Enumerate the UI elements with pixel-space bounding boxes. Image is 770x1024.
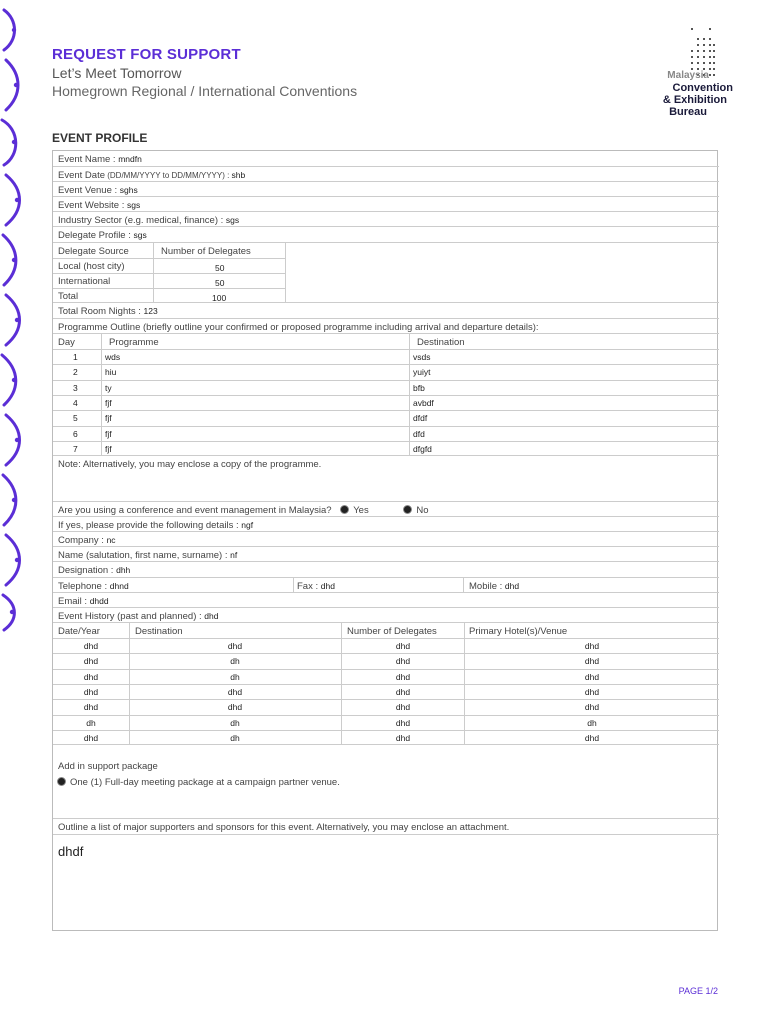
supporters-textarea[interactable]	[53, 834, 719, 930]
no-radio[interactable]	[403, 505, 412, 514]
delegate-number-header: Number of Delegates	[161, 246, 251, 257]
conference-question-label: Are you using a conference and event management in Malaysia?	[58, 505, 332, 516]
telephone-label: Telephone :	[58, 581, 110, 592]
company-value[interactable]: nc	[106, 535, 116, 545]
programme-programme-cell[interactable]: fjf	[105, 428, 112, 439]
history-destination-cell[interactable]: dh	[230, 671, 240, 682]
logo-text-bureau: Bureau	[669, 106, 707, 118]
delegate-source-header: Delegate Source	[58, 246, 129, 257]
event-date-format: (DD/MM/YYYY to DD/MM/YYYY) :	[105, 171, 232, 180]
history-hotel-cell[interactable]: dhd	[584, 686, 600, 697]
programme-table	[53, 333, 719, 455]
supporters-label-row	[53, 818, 719, 834]
programme-destination-cell[interactable]: avbdf	[413, 397, 434, 408]
event-venue-field[interactable]	[53, 181, 719, 196]
programme-day-cell: 7	[73, 443, 78, 454]
programme-outline-row	[53, 318, 719, 333]
history-date-cell[interactable]: dhd	[83, 686, 99, 697]
supporters-value[interactable]: dhdf	[58, 844, 84, 859]
history-hotel-cell[interactable]: dhd	[584, 641, 600, 651]
programme-destination-cell[interactable]: vsds	[413, 352, 431, 362]
page-subtitle: Let’s Meet Tomorrow	[52, 65, 182, 81]
event-name-field[interactable]	[53, 151, 719, 166]
room-nights-field[interactable]	[53, 302, 719, 318]
contact-name-value[interactable]: nf	[230, 550, 238, 560]
history-hotel-cell[interactable]: dhd	[584, 671, 600, 682]
decorative-border-pattern	[0, 0, 26, 640]
history-date-cell[interactable]: dhd	[83, 671, 99, 682]
programme-day-header: Day	[58, 337, 75, 348]
event-venue-value[interactable]: sghs	[119, 185, 138, 195]
fax-label: Fax :	[297, 581, 321, 592]
history-destination-cell[interactable]: dh	[230, 717, 240, 728]
event-profile-form	[52, 150, 718, 931]
details-value[interactable]: ngf	[241, 520, 254, 530]
section-title-event-profile: EVENT PROFILE	[52, 131, 148, 145]
mobile-field[interactable]	[469, 581, 519, 592]
history-delegates-cell[interactable]: dhd	[395, 671, 411, 682]
email-value[interactable]: dhdd	[89, 596, 109, 606]
designation-label: Designation :	[58, 565, 117, 576]
details-label: If yes, please provide the following details :	[58, 520, 242, 531]
programme-day-cell: 1	[73, 352, 78, 362]
fax-value[interactable]: dhd	[320, 581, 335, 591]
event-name-label: Event Name :	[58, 154, 119, 165]
history-hotel-cell[interactable]: dh	[587, 717, 597, 728]
history-destination-header: Destination	[135, 626, 183, 637]
delegate-profile-value[interactable]: sgs	[133, 230, 147, 240]
event-website-field[interactable]	[53, 196, 719, 211]
programme-programme-cell[interactable]: wds	[105, 352, 121, 362]
event-website-label: Event Website :	[58, 200, 127, 211]
delegate-profile-field[interactable]	[53, 226, 719, 242]
logo-text-malaysia: Malaysia	[667, 70, 709, 81]
details-field[interactable]	[53, 516, 719, 531]
delegate-source-total: Total	[58, 291, 79, 302]
email-label: Email :	[58, 596, 90, 607]
delegate-source-local: Local (host city)	[58, 261, 125, 272]
history-date-header: Date/Year	[58, 626, 100, 637]
mycev-logo	[643, 24, 743, 120]
history-hotel-cell[interactable]: dhd	[584, 656, 600, 667]
programme-note: Note: Alternatively, you may enclose a copy of the programme.	[58, 459, 322, 470]
page-subtitle-2: Homegrown Regional / International Conventions	[52, 83, 358, 99]
page-title: REQUEST FOR SUPPORT	[52, 46, 241, 63]
history-hotel-cell[interactable]: dhd	[584, 702, 600, 713]
programme-destination-cell[interactable]: yuiyt	[413, 367, 431, 378]
event-date-field[interactable]	[53, 166, 719, 181]
history-hotel-header: Primary Hotel(s)/Venue	[469, 626, 568, 637]
event-venue-label: Event Venue :	[58, 185, 120, 196]
programme-destination-cell[interactable]: dfdf	[413, 413, 428, 424]
history-delegates-cell[interactable]: dhd	[395, 656, 411, 667]
company-label: Company :	[58, 535, 107, 546]
history-delegates-header: Number of Delegates	[347, 626, 437, 637]
support-package-label: Add in support package	[58, 761, 158, 772]
programme-destination-header: Destination	[417, 337, 465, 348]
conference-question-row	[53, 501, 719, 516]
programme-day-cell: 5	[73, 413, 78, 424]
room-nights-value[interactable]: 123	[143, 306, 158, 316]
history-delegates-cell[interactable]: dhd	[395, 686, 411, 697]
fax-field[interactable]	[297, 581, 335, 592]
programme-programme-cell[interactable]: fjf	[105, 413, 112, 424]
history-table	[53, 622, 719, 744]
programme-programme-cell[interactable]: fjf	[105, 443, 112, 454]
telephone-field[interactable]	[58, 581, 129, 592]
delegate-number-international[interactable]: 50	[215, 278, 225, 288]
history-date-cell[interactable]: dhd	[83, 732, 99, 743]
delegate-source-international: International	[58, 276, 111, 287]
page-number: PAGE 1/2	[678, 986, 718, 996]
programme-programme-header: Programme	[109, 337, 159, 348]
event-website-value[interactable]: sgs	[127, 200, 141, 210]
programme-note-row	[53, 455, 719, 501]
logo-text-convention: Convention	[672, 82, 733, 94]
delegate-number-local[interactable]: 50	[215, 263, 225, 273]
programme-destination-cell[interactable]: dfd	[413, 428, 425, 439]
company-field[interactable]	[53, 531, 719, 546]
telephone-value[interactable]: dhnd	[109, 581, 129, 591]
industry-sector-field[interactable]	[53, 211, 719, 226]
contact-name-field[interactable]	[53, 546, 719, 561]
history-hotel-cell[interactable]: dhd	[584, 732, 600, 743]
programme-programme-cell[interactable]: ty	[105, 382, 112, 393]
event-history-label: Event History (past and planned) :	[58, 611, 205, 622]
mobile-value[interactable]: dhd	[504, 581, 520, 591]
programme-programme-cell[interactable]: hiu	[105, 367, 117, 378]
event-date-value[interactable]: shb	[231, 170, 246, 180]
programme-day-cell: 6	[73, 428, 78, 439]
industry-sector-value[interactable]: sgs	[225, 215, 240, 225]
support-package-row	[53, 744, 719, 818]
history-destination-cell[interactable]: dhd	[227, 702, 243, 713]
room-nights-label: Total Room Nights :	[58, 306, 144, 317]
history-date-cell[interactable]: dh	[86, 717, 96, 728]
history-date-cell[interactable]: dhd	[83, 641, 99, 651]
event-history-field[interactable]	[53, 607, 719, 622]
contact-name-label: Name (salutation, first name, surname) :	[58, 550, 231, 561]
programme-day-cell: 2	[73, 367, 78, 378]
phone-row	[53, 577, 719, 592]
supporters-label: Outline a list of major supporters and sponsors for this event. Alternatively, you may enclose an attachment.	[58, 822, 510, 833]
email-field[interactable]	[53, 592, 719, 607]
programme-destination-cell[interactable]: dfgfd	[413, 443, 432, 454]
programme-day-cell: 4	[73, 397, 78, 408]
history-delegates-cell[interactable]: dhd	[395, 732, 411, 743]
logo-text-exhibition: & Exhibition	[662, 94, 727, 106]
history-destination-cell[interactable]: dh	[230, 656, 240, 667]
history-date-cell[interactable]: dhd	[83, 656, 99, 667]
event-history-value[interactable]: dhd	[204, 611, 219, 621]
industry-sector-label: Industry Sector (e.g. medical, finance) :	[58, 215, 226, 226]
designation-field[interactable]	[53, 561, 719, 577]
delegate-number-total[interactable]: 100	[212, 293, 227, 303]
no-radio-label: No	[416, 505, 429, 516]
event-name-value[interactable]: mndfn	[118, 154, 142, 164]
history-destination-cell[interactable]: dh	[230, 732, 240, 743]
mobile-label: Mobile :	[469, 581, 505, 592]
history-destination-cell[interactable]: dhd	[227, 686, 243, 697]
history-delegates-cell[interactable]: dhd	[395, 702, 411, 713]
event-date-label: Event Date	[58, 170, 105, 181]
yes-radio[interactable]	[340, 505, 349, 514]
programme-day-cell: 3	[73, 382, 78, 393]
history-delegates-cell[interactable]: dhd	[395, 717, 411, 728]
delegate-profile-label: Delegate Profile :	[58, 230, 134, 241]
support-package-radio[interactable]	[57, 777, 66, 786]
programme-outline-label: Programme Outline (briefly outline your confirmed or proposed programme including arrival and departure details):	[58, 322, 539, 333]
designation-value[interactable]: dhh	[116, 565, 131, 575]
programme-destination-cell[interactable]: bfb	[413, 382, 425, 393]
history-destination-cell[interactable]: dhd	[227, 641, 243, 651]
delegates-table	[53, 242, 719, 302]
support-package-option: One (1) Full-day meeting package at a campaign partner venue.	[70, 777, 340, 788]
programme-programme-cell[interactable]: fjf	[105, 397, 112, 408]
yes-radio-label: Yes	[353, 505, 369, 516]
history-date-cell[interactable]: dhd	[83, 702, 99, 713]
history-delegates-cell[interactable]: dhd	[395, 641, 411, 651]
